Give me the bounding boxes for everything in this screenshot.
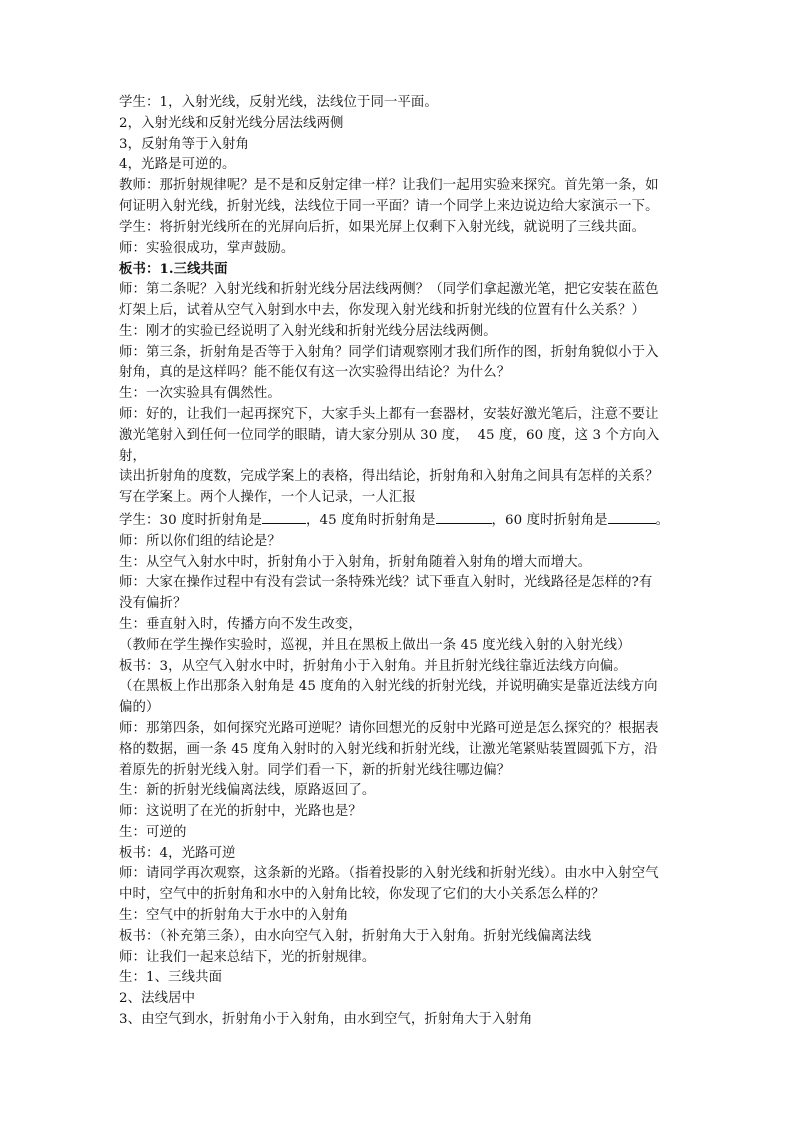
text-line: 4，光路是可逆的。 xyxy=(119,157,236,173)
text-line: 师：实验很成功，掌声鼓励。 xyxy=(119,240,295,256)
text-line: 生：垂直射入时，传播方向不发生改变， xyxy=(119,616,362,632)
text-line: 射角，真的是这样吗？能不能仅有这一次实验得出结论？为什么？ xyxy=(119,365,511,381)
text-line: 师：请同学再次观察，这条新的光路。（指着投影的入射光线和折射光线）。由水中入射空气 xyxy=(119,866,659,882)
fill-text: ，45 度角时折射角是 xyxy=(306,512,436,528)
text-line: 生：新的折射光线偏离法线，原路返回了。 xyxy=(119,783,376,799)
text-line: 学生：1，入射光线，反射光线，法线位于同一平面。 xyxy=(119,95,438,110)
blackboard-heading: 板书：1.三线共面 xyxy=(119,261,228,278)
text-line: 板书：3，从空气入射水中时，折射角小于入射角。并且折射光线往靠近法线方向偏。 xyxy=(119,658,627,674)
text-line: 生：刚才的实验已经说明了入射光线和折射光线分居法线两侧。 xyxy=(119,323,497,339)
fill-text: 。 xyxy=(655,512,670,528)
text-line: 3、由空气到水，折射角小于入射角，由水到空气，折射角大于入射角 xyxy=(119,1012,533,1028)
answer-blank xyxy=(608,509,656,524)
text-line: 着原先的折射光线入射。同学们看一下，新的折射光线往哪边偏？ xyxy=(119,762,511,778)
text-line: 格的数据，画一条 45 度角入射时的入射光线和折射光线，让激光笔紧贴装置圆弧下方，沿 xyxy=(119,741,658,757)
text-line: 师：大家在操作过程中有没有尝试一条特殊光线？试下垂直入射时，光线路径是怎样的?有 xyxy=(119,575,653,591)
text-line: 何证明入射光线，折射光线，法线位于同一平面？请一个同学上来边说边给大家演示一下。 xyxy=(119,198,659,214)
answer-blank xyxy=(262,509,306,524)
text-line: 师：第三条，折射角是否等于入射角？同学们请观察刚才我们所作的图，折射角貌似小于入 xyxy=(119,344,659,360)
text-line: 生：一次实验具有偶然性。 xyxy=(119,386,281,402)
text-line: 没有偏折？ xyxy=(119,596,187,612)
text-line: （在黑板上作出那条入射角是 45 度角的入射光线的折射光线，并说明确实是靠近法线方向 xyxy=(119,679,658,695)
text-line: 师：这说明了在光的折射中，光路也是？ xyxy=(119,804,362,820)
text-line: 偏的） xyxy=(119,700,160,716)
fill-text: 学生：30 度时折射角是 xyxy=(119,512,263,528)
text-line: 2，入射光线和反射光线分居法线两侧 xyxy=(119,115,344,131)
fill-text: ，60 度时折射角是 xyxy=(491,512,608,528)
text-line: （教师在学生操作实验时，巡视，并且在黑板上做出一条 45 度光线入射的入射光线） xyxy=(119,637,631,653)
text-line: 写在学案上。两个人操作，一个人记录，一人汇报 xyxy=(119,490,416,506)
text-line: 生：1、三线共面 xyxy=(119,970,223,986)
text-line: 激光笔射入到任何一位同学的眼睛，请大家分别从 30 度， 45 度，60 度，这 3 个方向入射， xyxy=(119,427,660,464)
text-line: 读出折射角的度数，完成学案上的表格，得出结论，折射角和入射角之间具有怎样的关系？ xyxy=(119,469,659,485)
text-line: 板书：4，光路可逆 xyxy=(119,845,236,861)
lesson-transcript xyxy=(119,93,679,1031)
text-line: 师：那第四条，如何探究光路可逆呢？请你回想光的反射中光路可逆是怎么探究的？根据表 xyxy=(119,720,659,736)
text-line: 学生：将折射光线所在的光屏向后折，如果光屏上仅剩下入射光线，就说明了三线共面。 xyxy=(119,219,646,235)
fill-in-line xyxy=(119,509,679,532)
text-line: 师：好的，让我们一起再探究下，大家手头上都有一套器材，安装好激光笔后，注意不要让 xyxy=(119,406,659,422)
text-line: 师：第二条呢？入射光线和折射光线分居法线两侧？（同学们拿起激光笔，把它安装在蓝色 xyxy=(119,282,659,298)
text-line: 师：让我们一起来总结下，光的折射规律。 xyxy=(119,949,376,965)
text-line: 生：可逆的 xyxy=(119,824,187,840)
text-line: 板书：（补充第三条），由水向空气入射，折射角大于入射角。折射光线偏离法线 xyxy=(119,928,592,944)
text-line: 3，反射角等于入射角 xyxy=(119,136,250,152)
text-line: 教师：那折射规律呢？是不是和反射定律一样？让我们一起用实验来探究。首先第一条，如 xyxy=(119,178,659,194)
text-line: 2、法线居中 xyxy=(119,991,196,1007)
text-line: 生：空气中的折射角大于水中的入射角 xyxy=(119,908,349,924)
text-line: 生：从空气入射水中时，折射角小于入射角，折射角随着入射角的增大而增大。 xyxy=(119,554,592,570)
text-line: 灯架上后，试着从空气入射到水中去，你发现入射光线和折射光线的位置有什么关系？） xyxy=(119,302,646,318)
answer-blank xyxy=(436,509,492,524)
text-line: 中时，空气中的折射角和水中的入射角比较，你发现了它们的大小关系怎么样的？ xyxy=(119,887,605,903)
text-line: 师：所以你们组的结论是？ xyxy=(119,533,281,549)
